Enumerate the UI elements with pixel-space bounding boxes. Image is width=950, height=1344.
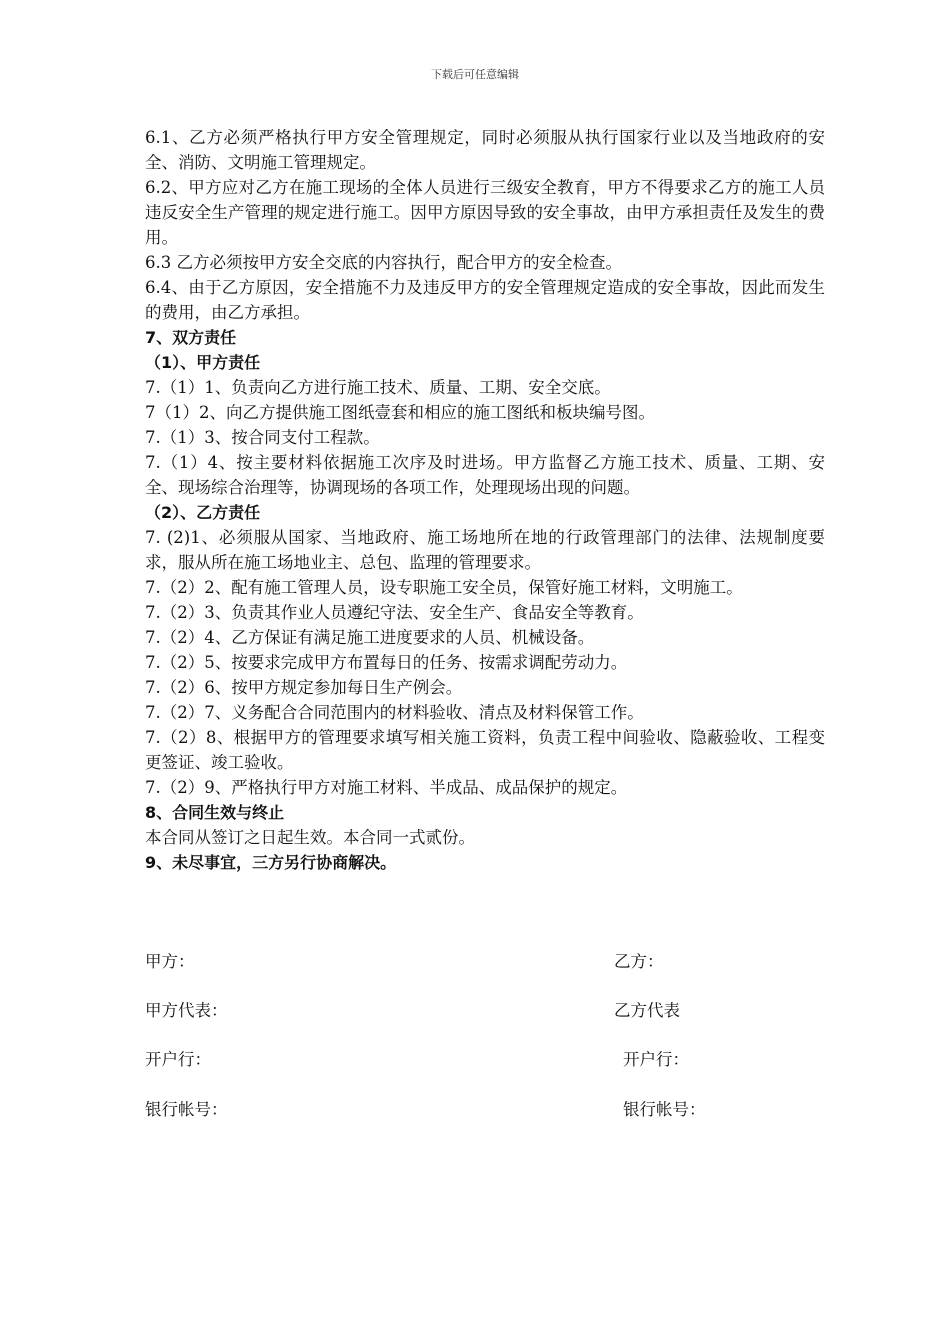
- clause-8-text: 本合同从签订之日起生效。本合同一式贰份。: [145, 828, 475, 847]
- clause-7-2-8: 7.（2）8、根据甲方的管理要求填写相关施工资料，负责工程中间验收、隐蔽验收、工程变更签证、竣工验收。: [145, 728, 825, 772]
- page-header: 下载后可任意编辑: [431, 68, 519, 81]
- clause-7-1-3: 7.（1）3、按合同支付工程款。: [145, 428, 380, 447]
- clause-7-2-6: 7.（2）6、按甲方规定参加每日生产例会。: [145, 678, 463, 697]
- clause-7-1-1: 7.（1）1、负责向乙方进行施工技术、质量、工期、安全交底。: [145, 378, 611, 397]
- party-b-label: 乙方：: [614, 952, 664, 971]
- clause-6-1: 6.1、乙方必须严格执行甲方安全管理规定，同时必须服从执行国家行业以及当地政府的安全、消防、文明施工管理规定。: [145, 128, 825, 172]
- clause-7-2-3: 7.（2）3、负责其作业人员遵纪守法、安全生产、食品安全等教育。: [145, 603, 644, 622]
- clause-6-3: 6.3 乙方必须按甲方安全交底的内容执行，配合甲方的安全检查。: [145, 253, 622, 272]
- clause-7-1-4: 7.（1）4、按主要材料依据施工次序及时进场。甲方监督乙方施工技术、质量、工期、安全、现场综合治理等，协调现场的各项工作，处理现场出现的问题。: [145, 453, 825, 497]
- section-8-heading: 8、合同生效与终止: [145, 803, 285, 822]
- party-a-duties-heading: （1）、甲方责任: [145, 353, 261, 372]
- party-b-account-label: 银行帐号：: [623, 1100, 706, 1119]
- clause-7-2-9: 7.（2）9、严格执行甲方对施工材料、半成品、成品保护的规定。: [145, 778, 628, 797]
- clause-6-4: 6.4、由于乙方原因，安全措施不力及违反甲方的安全管理规定造成的安全事故，因此而发生的费用，由乙方承担。: [145, 278, 825, 322]
- party-b-duties-heading: （2）、乙方责任: [145, 503, 261, 522]
- party-a-bank-label: 开户行：: [145, 1050, 211, 1069]
- clause-6-2: 6.2、甲方应对乙方在施工现场的全体人员进行三级安全教育，甲方不得要求乙方的施工人员违反安全生产管理的规定进行施工。因甲方原因导致的安全事故，由甲方承担责任及发生的费用。: [145, 178, 825, 247]
- clause-7-2-5: 7.（2）5、按要求完成甲方布置每日的任务、按需求调配劳动力。: [145, 653, 628, 672]
- section-7-heading: 7、双方责任: [145, 328, 237, 347]
- clause-7-2-2: 7.（2）2、配有施工管理人员，设专职施工安全员，保管好施工材料，文明施工。: [145, 578, 743, 597]
- party-a-label: 甲方：: [145, 952, 195, 971]
- contract-body: [145, 125, 825, 875]
- party-b-bank-label: 开户行：: [623, 1050, 689, 1069]
- party-b-rep-label: 乙方代表: [614, 1001, 680, 1020]
- party-a-account-label: 银行帐号：: [145, 1100, 228, 1119]
- section-9-heading: 9、未尽事宜，三方另行协商解决。: [145, 853, 397, 872]
- clause-7-2-7: 7.（2）7、义务配合合同范围内的材料验收、清点及材料保管工作。: [145, 703, 644, 722]
- party-a-rep-label: 甲方代表：: [145, 1001, 228, 1020]
- clause-7-2-4: 7.（2）4、乙方保证有满足施工进度要求的人员、机械设备。: [145, 628, 595, 647]
- clause-7-1-2: 7（1）2、向乙方提供施工图纸壹套和相应的施工图纸和板块编号图。: [145, 403, 655, 422]
- clause-7-2-1: 7. (2)1、必须服从国家、当地政府、施工场地所在地的行政管理部门的法律、法规制度要求，服从所在施工场地业主、总包、监理的管理要求。: [145, 528, 825, 572]
